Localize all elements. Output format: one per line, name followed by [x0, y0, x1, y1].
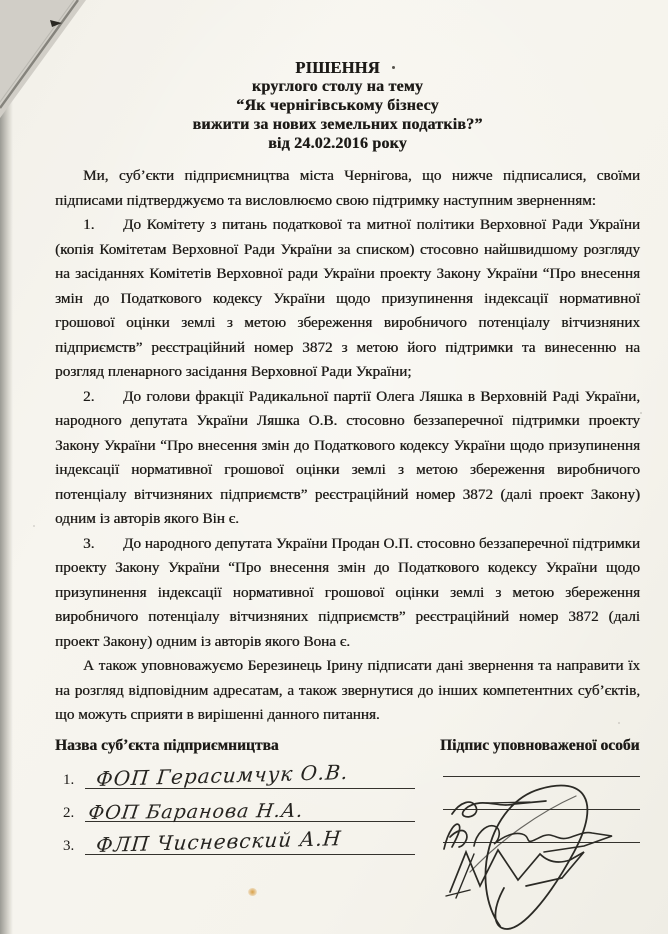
ink-speck	[392, 66, 395, 69]
scan-noise-speck	[640, 412, 642, 414]
signature-row-1	[55, 756, 640, 789]
item-3-text: До народного депутата України Продан О.П. стосовно беззаперечної підтримки проекту Закону України “Про внесення змін до Податкового кодексу України щодо призупинення індексації нормативної грошової оцінки землі з метою збереження виробничого потенціалу вітчизняних підприємств” реєстраційний номер 3872 (далі проект Закону) одним із авторів якого Вона є.	[55, 534, 640, 650]
row-3-number: 3.	[63, 837, 75, 854]
title-line-3: “Як чернігівському бізнесу	[236, 97, 439, 114]
column-header-signature: Підпис уповноваженої особи	[440, 736, 640, 754]
document-body	[55, 58, 640, 855]
title-line-2: круглого столу на тему	[251, 78, 424, 95]
list-item-2	[55, 385, 640, 532]
signature-3-stroke	[446, 854, 474, 898]
item-2-number: 2.	[83, 387, 95, 405]
signature-row-2	[55, 789, 640, 822]
closing-paragraph: А також уповноважуємо Березинець Ірину підписати дані звернення та направити їх на розгляд відповідним адресатам, а також звернутися до інших компетентних суб’єктів, що можуть сприяти в вирішенні данного питання.	[55, 657, 640, 723]
scan-noise-speck	[33, 525, 35, 527]
title-line-4: вижити за нових земельних податків?”	[192, 116, 483, 133]
signature-table-headers	[55, 736, 640, 756]
row-1-signature-line	[443, 756, 640, 777]
row-2-name-line	[85, 791, 415, 822]
row-1-handwritten-name: ФОП Герасимчук О.В.	[95, 759, 350, 791]
title-line-1: РІШЕННЯ	[295, 58, 380, 77]
row-3-signature-line	[443, 822, 640, 843]
list-item-1	[55, 213, 640, 385]
scan-edge-shadow	[0, 0, 13, 934]
item-3-number: 3.	[83, 534, 95, 552]
row-2-handwritten-name: ФОП Баранова Н.А.	[87, 799, 306, 824]
stain-spot	[248, 888, 257, 896]
item-2-text: До голови фракції Радикальної партії Олега Ляшка в Верховній Раді України, народного депутата України Ляшка О.В. стосовно беззаперечної підтримки проекту Закону України “Про внесення змін до Податкового кодексу України щодо призупинення індексації нормативної грошової оцінки землі з метою збереження виробничого потенціалу вітчизняних підприємств” реєстраційний номер 3872 (далі проект Закону) одним із авторів якого Він є.	[55, 387, 640, 527]
signature-row-3	[55, 822, 640, 855]
signature-section	[55, 736, 640, 855]
intro-paragraph: Ми, суб’єкти підприємництва міста Чернігова, що нижче підписалися, своїми підписами підтверджуємо та висловлюємо свою підтримку наступним зверненням:	[55, 167, 640, 209]
row-3-handwritten-name: ФЛП Чисневский А.Н	[95, 825, 343, 857]
row-1-name-line	[85, 758, 415, 789]
item-1-number: 1.	[83, 216, 95, 233]
document-title	[55, 58, 640, 153]
item-1-text: До Комітету з питань податкової та митної політики Верховної Ради України (копія Комітетам Верховної Ради України за списком) стосовно найшвидшому розгляду на засіданнях Комітетів Верховної ради України проекту Закону України “Про внесення змін до Податкового кодексу України щодо призупинення індексації нормативної грошової оцінки землі з метою збереження виробничого потенціалу вітчизняних підприємств” реєстраційний номер 3872 з метою його підтримки та винесенню на розгляд пленарного засідання Верховної Ради України;	[55, 216, 640, 380]
column-header-entity-name: Назва суб’єкта підприємництва	[55, 736, 279, 754]
row-2-signature-line	[443, 789, 640, 810]
title-line-5: від 24.02.2016 року	[268, 135, 407, 152]
row-3-name-line	[85, 824, 415, 855]
resolution-text	[55, 164, 640, 728]
scan-noise-speck	[618, 722, 620, 724]
signature-3-stroke	[450, 850, 584, 892]
list-item-3	[55, 532, 640, 655]
row-2-number: 2.	[63, 804, 75, 821]
row-1-number: 1.	[63, 771, 75, 788]
